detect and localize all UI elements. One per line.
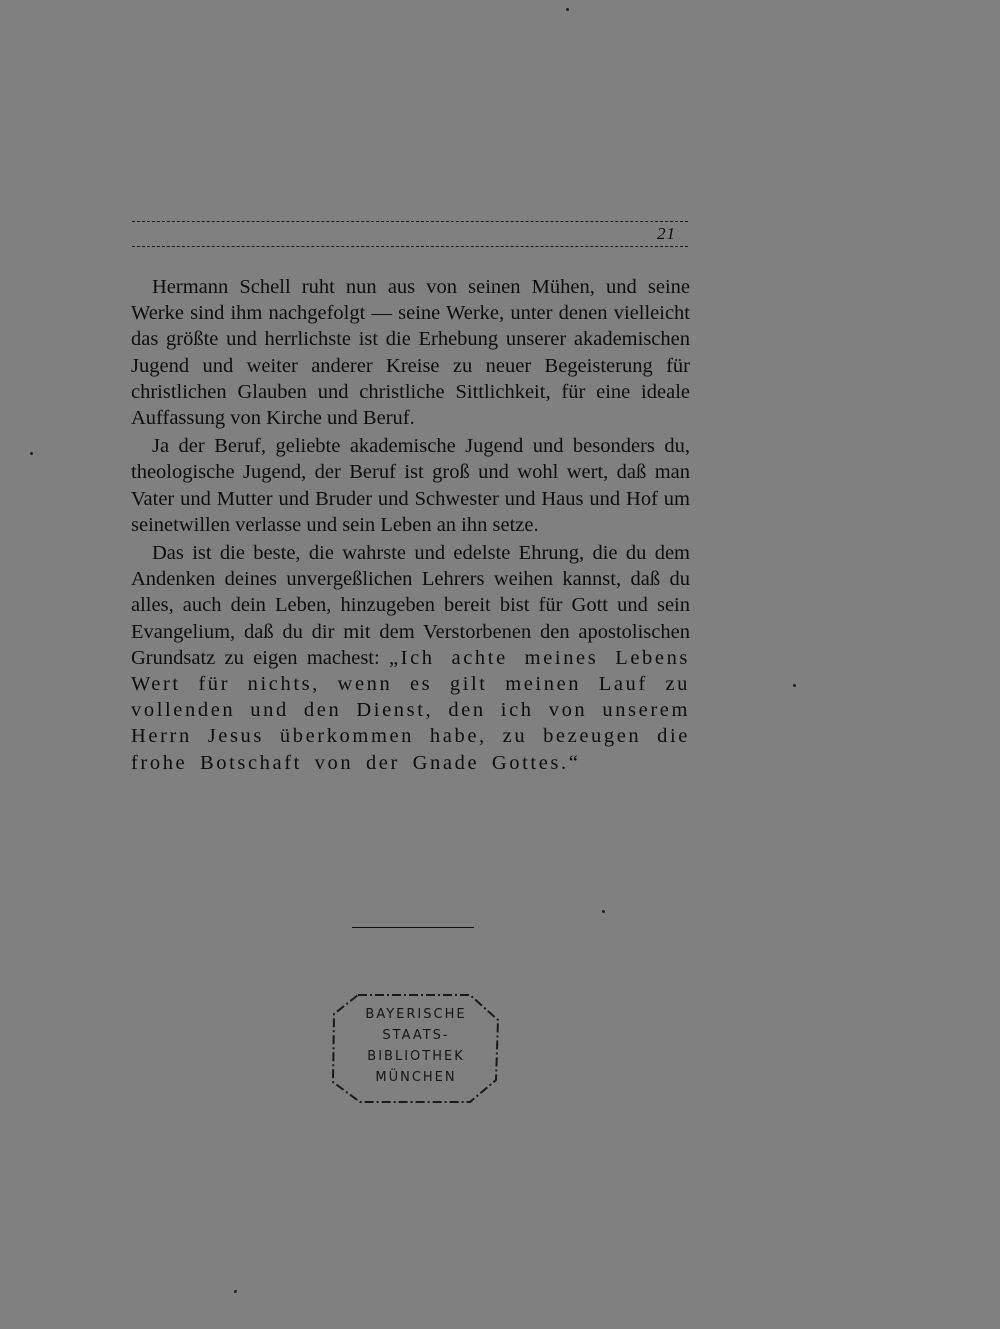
paragraph-2: Ja der Beruf, geliebte akademische Jugend und besonders du, theologische Jugend, der Beruf ist groß und wohl wert, daß man Vater und Mutter und Bruder und Schwester und Haus und Hof um seinetwillen verlasse und sein Leben an ihn setze.	[131, 435, 690, 536]
stamp-line-4: MÜNCHEN	[375, 1070, 457, 1085]
header-rule-top	[132, 221, 688, 222]
page-number: 21	[657, 224, 676, 243]
stamp-line-3: BIBLIOTHEK	[367, 1049, 465, 1064]
scan-speck	[566, 8, 569, 11]
end-rule	[352, 927, 474, 928]
header-rule-bottom	[132, 246, 688, 247]
stamp-line-2: STAATS-	[382, 1028, 450, 1043]
paragraph-1: Hermann Schell ruht nun aus von seinen Mühen, und seine Werke sind ihm nachgefolgt — seine Werke, unter denen vielleicht das größte und herrlichste ist die Erhebung unserer akademischen Jugend und weiter anderer Kreise zu neuer Begeisterung für christlichen Glauben und christliche Sittlichkeit, für eine ideale Auffassung von Kirche und Beruf.	[131, 276, 690, 430]
paragraph-3	[131, 540, 690, 776]
stamp-text	[330, 1004, 502, 1088]
paragraph-3-intro: Das ist die beste, die wahrste und edelste Ehrung, die du dem Andenken deines unvergeßlichen Lehrers weihen kannst, daß du alles, auch dein Leben, hinzugeben bereit bist für Gott und sein Evangelium, daß du dir mit dem Verstorbenen den apostolischen Grundsatz zu eigen machest:	[131, 542, 690, 669]
scan-speck	[793, 684, 796, 687]
stamp-line-1: BAYERISCHE	[365, 1007, 467, 1022]
main-text	[131, 274, 690, 776]
scan-speck	[234, 1290, 237, 1293]
scan-speck	[30, 452, 33, 455]
scripture-quote: „Ich achte meines Lebens Wert für nichts, wenn es gilt meinen Lauf zu vollenden und den Dienst, den ich von unserem Herrn Jesus überkommen habe, zu bezeugen die frohe Botschaft von der Gnade Gottes.“	[131, 646, 691, 774]
library-stamp	[330, 990, 502, 1106]
scan-speck	[602, 910, 605, 913]
